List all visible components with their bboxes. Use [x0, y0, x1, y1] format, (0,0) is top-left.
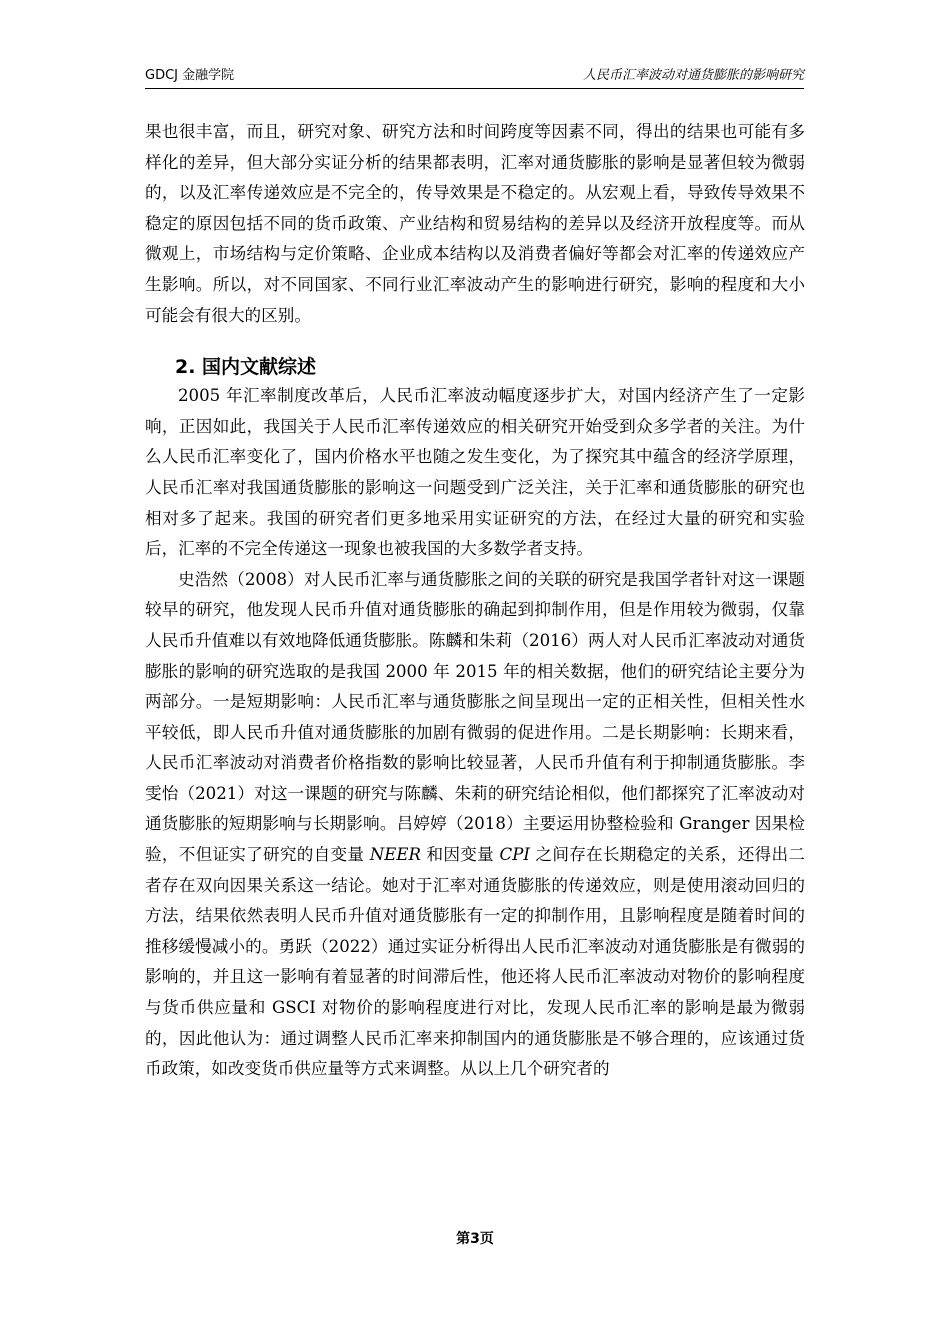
- page-number: 第3页: [456, 1231, 494, 1247]
- paragraph-domestic-overview: 2005 年汇率制度改革后，人民币汇率波动幅度逐步扩大，对国内经济产生了一定影响，正因如此，我国关于人民币汇率传递效应的相关研究开始受到众多学者的关注。为什么人民币汇率变化了，国内价格水平也随之发生变化，为了探究其中蕴含的经济学原理，人民币汇率对我国通货膨胀的影响这一问题受到广泛关注，关于汇率和通货膨胀的研究也相对多了起来。我国的研究者们更多地采用实证研究的方法，在经过大量的研究和实验后，汇率的不完全传递这一现象也被我国的大多数学者支持。: [145, 386, 805, 559]
- header-institution: GDCJ 金融学院: [145, 68, 235, 83]
- paragraph-text-part-3: 之间存在长期稳定的关系，还得出二者存在双向因果关系这一结论。她对于汇率对通货膨胀的传递效应，则是使用滚动回归的方法，结果依然表明人民币升值对通货膨胀有一定的抑制作用，且影响程度是随着时间的推移缓慢减小的。勇跃（2022）通过实证分析得出人民币汇率波动对通货膨胀是有微弱的影响的，并且这一影响有着显著的时间滞后性，他还将人民币汇率波动对物价的影响程度与货币供应量和 GSCI 对物价的影响程度进行对比，发现人民币汇率的影响是最为微弱的，因此他认为：通过调整人民币汇率来抑制国内的通货膨胀是不够合理的，应该通过货币政策，如改变货币供应量等方式来调整。从以上几个研究者的: [145, 845, 805, 1079]
- variable-neer: NEER: [369, 845, 421, 865]
- paragraph-continuation: 果也很丰富，而且，研究对象、研究方法和时间跨度等因素不同，得出的结果也可能有多样化的差异，但大部分实证分析的结果都表明，汇率对通货膨胀的影响是显著但较为微弱的，以及汇率传递效应是不完全的，传导效果是不稳定的。从宏观上看，导致传导效果不稳定的原因包括不同的货币政策、产业结构和贸易结构的差异以及经济开放程度等。而从微观上，市场结构与定价策略、企业成本结构以及消费者偏好等都会对汇率的传递效应产生影响。所以，对不同国家、不同行业汇率波动产生的影响进行研究，影响的程度和大小可能会有很大的区别。: [145, 122, 805, 325]
- header-paper-title: 人民币汇率波动对通货膨胀的影响研究: [582, 68, 804, 83]
- paragraph-text-part-1: 史浩然（2008）对人民币汇率与通货膨胀之间的关联的研究是我国学者针对这一课题较早的研究，他发现人民币升值对通货膨胀的确起到抑制作用，但是作用较为微弱，仅靠人民币升值难以有效地降低通货膨胀。陈麟和朱莉（2016）两人对人民币汇率波动对通货膨胀的影响的研究选取的是我国 2000 年 2015 年的相关数据，他们的研究结论主要分为两部分。一是短期影响：人民币汇率与通货膨胀之间呈现出一定的正相关性，但相关性水平较低，即人民币升值对通货膨胀的加剧有微弱的促进作用。二是长期影响：长期来看，人民币汇率波动对消费者价格指数的影响比较显著，人民币升值有利于抑制通货膨胀。李雯怡（2021）对这一课题的研究与陈麟、朱莉的研究结论相似，他们都探究了汇率波动对通货膨胀的短期影响与长期影响。吕婷婷（2018）主要运用协整检验和 Granger 因果检验，不但证实了研究的自变量: [145, 569, 805, 865]
- variable-cpi: CPI: [499, 845, 530, 865]
- section-heading: 2. 国内文献综述: [175, 356, 317, 379]
- paragraph-text-part-2: 和因变量: [420, 845, 500, 865]
- page-header: [145, 66, 804, 89]
- paragraph-literature-review: [145, 565, 805, 1085]
- page-body: [145, 117, 805, 1085]
